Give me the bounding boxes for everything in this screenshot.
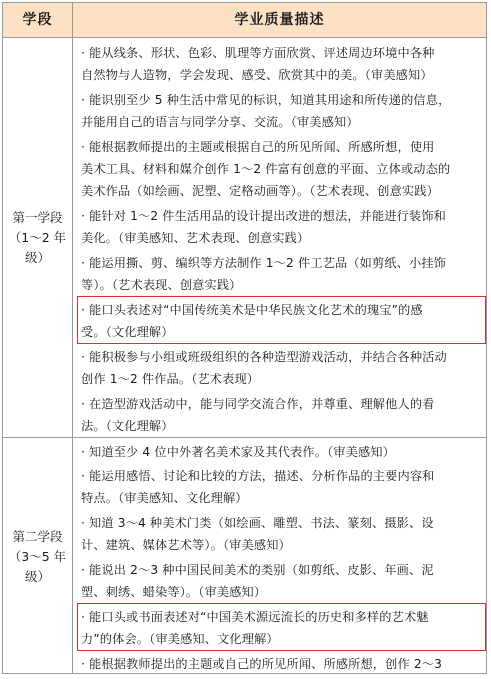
- stage-1-item: · 在造型游戏活动中，能与同学交流合作，并尊重、理解他人的看 法。（文化理解）: [81, 397, 435, 433]
- stage-2-item: · 能口头或书面表述对“中国美术源远流长的历史和多样的艺术魅 力”的体会。（审美感知、文化理解）: [81, 610, 429, 646]
- stage-1-item: · 能运用撕、剪、编织等方法制作 1～2 件工艺品（如剪纸、小挂饰 等）。（艺术表现、创意实践）: [81, 256, 447, 292]
- stage-1-item: · 能口头表述对“中国传统美术是中华民族文化艺术的瑰宝”的感 受。（文化理解）: [81, 303, 423, 339]
- stage-2-item: · 知道 3～4 种美术门类（如绘画、雕塑、书法、篆刻、摄影、设 计、建筑、媒体艺术等）。（审美感知）: [81, 516, 434, 552]
- stage-2-name: 第二学段: [12, 528, 63, 544]
- stage-2-range: （3～5 年级）: [8, 548, 67, 584]
- stage-1-item: · 能针对 1～2 件生活用品的设计提出改进的想法，并能进行装饰和 美化。（审美感知、艺术表现、创意实践）: [81, 209, 447, 245]
- stage-1-name: 第一学段: [12, 209, 63, 225]
- header-stage: 学段: [22, 12, 53, 28]
- stage-2-item: · 能根据教师提出的主题或自己的所见所闻、所感所想，创作 2～3: [81, 657, 442, 671]
- stage-1-item: · 能从线条、形状、色彩、肌理等方面欣赏、评述周边环境中各种 自然物与人造物，学会发现、感受、欣赏其中的美。（审美感知）: [81, 46, 435, 82]
- stage-1-item: · 能积极参与小组或班级组织的各种造型游戏活动，并结合各种活动 创作 1～2 件作品。（艺术表现）: [81, 350, 447, 386]
- stage-2-item: · 能运用感悟、讨论和比较的方法，描述、分析作品的主要内容和 特点。（审美感知、文化理解）: [81, 469, 435, 505]
- quality-table: [2, 2, 487, 674]
- stage-2-item: · 知道至少 4 位中外著名美术家及其代表作。（审美感知）: [81, 445, 395, 459]
- table-header: [3, 3, 486, 38]
- stage-2-item: · 能说出 2～3 种中国民间美术的类别（如剪纸、皮影、年画、泥 塑、刺绣、蜡染等）。（审美感知）: [81, 563, 434, 599]
- row-divider: [3, 437, 486, 438]
- header-description: 学业质量描述: [234, 12, 325, 28]
- stage-1-item: · 能根据教师提出的主题或根据自己的所见所闻、所感所想，使用 美术工具、材料和媒介创作 1～2 件富有创意的平面、立体或动态的 美术作品（如绘画、泥塑、定格动画等）。（艺术表现、创意实践）: [81, 140, 451, 198]
- stage-1-item: · 能识别至少 5 种生活中常见的标识，知道其用途和所传递的信息， 并能用自己的语言与同学分享、交流。（审美感知）: [81, 93, 451, 129]
- stage-2-label: [3, 438, 72, 674]
- stage-1-label: [3, 38, 72, 437]
- column-divider: [72, 3, 73, 673]
- stage-1-range: （1～2 年级）: [8, 229, 67, 265]
